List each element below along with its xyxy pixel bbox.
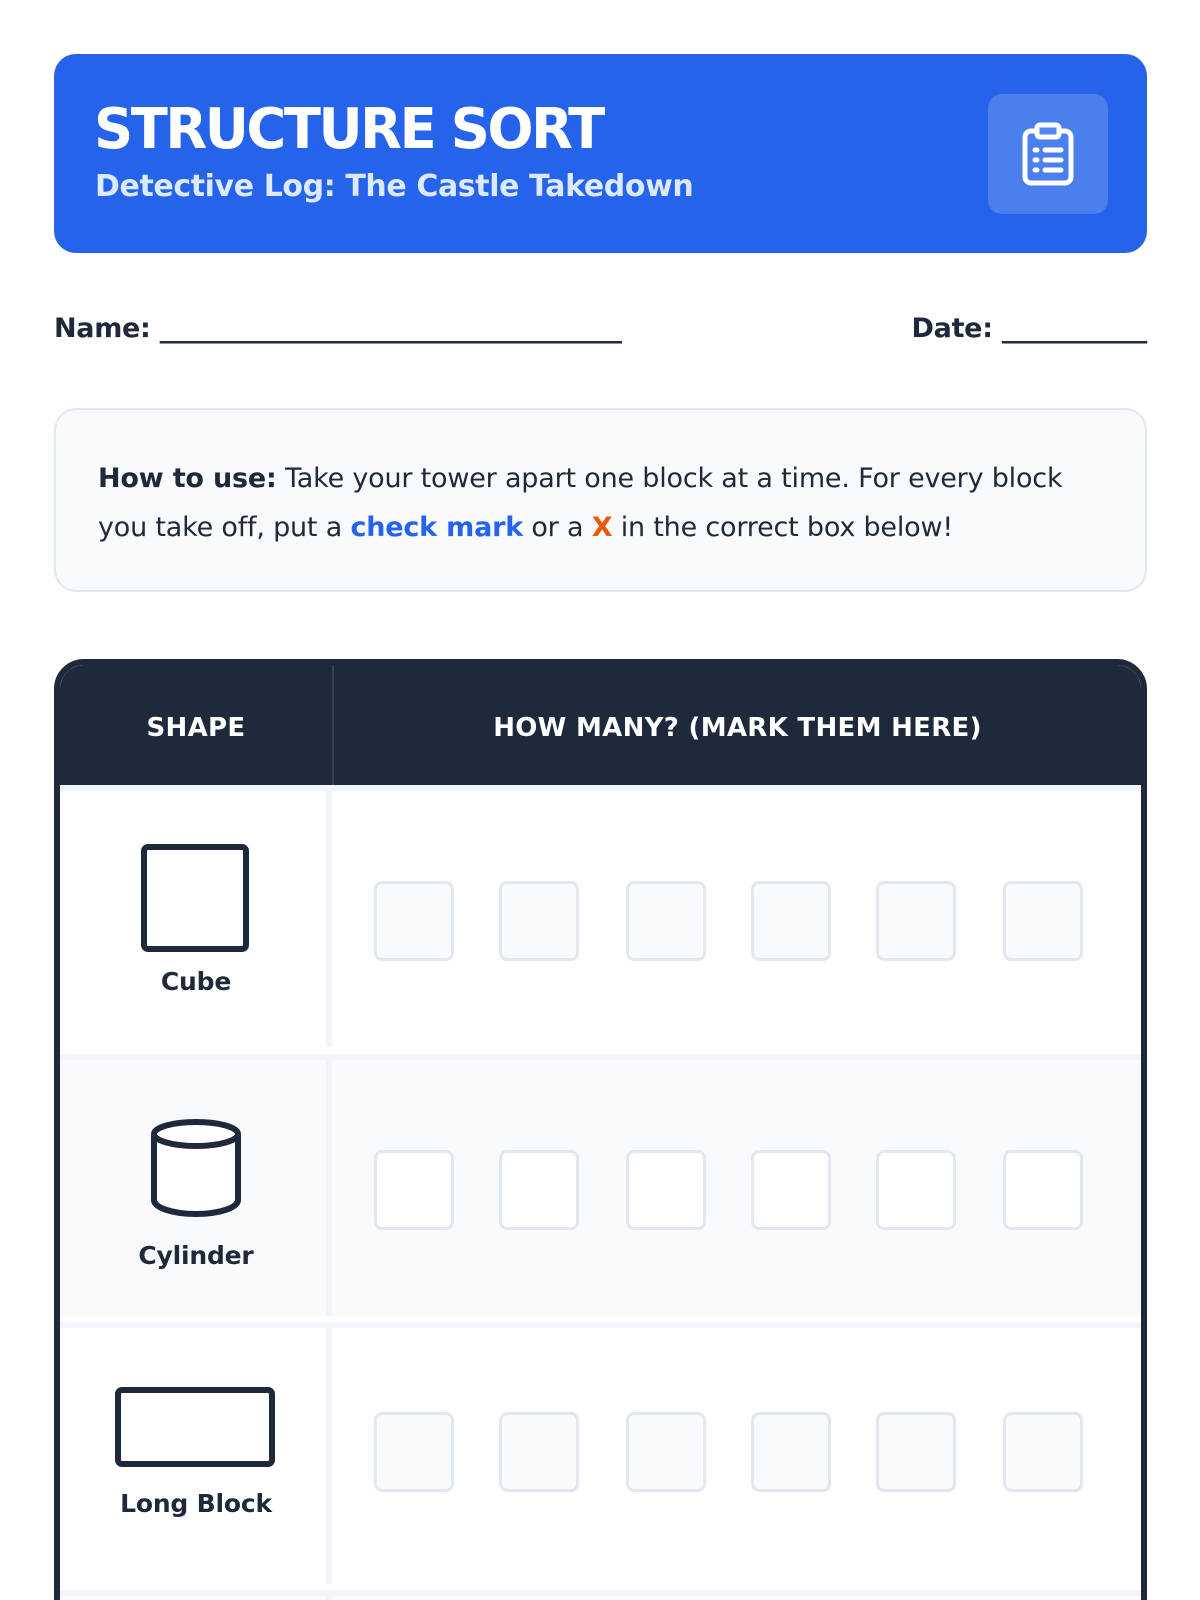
tally-table — [54, 659, 1147, 1600]
tally-box[interactable] — [1003, 1412, 1083, 1492]
tally-box[interactable] — [1003, 881, 1083, 961]
instructions-text-2: or a — [522, 512, 592, 543]
tally-box[interactable] — [751, 1150, 831, 1230]
page-subtitle: Detective Log: The Castle Takedown — [95, 169, 694, 204]
clipboard-list-icon — [988, 94, 1108, 214]
page-title: STRUCTURE SORT — [94, 97, 603, 162]
cylinder-icon — [148, 1118, 244, 1218]
tally-box[interactable] — [876, 1412, 956, 1492]
instructions-text-1: Take your tower apart one block at a time. For every block you take off, put a — [98, 463, 1063, 543]
tally-box[interactable] — [374, 1412, 454, 1492]
column-header-shape: SHAPE — [146, 713, 246, 743]
table-row — [60, 785, 1141, 1047]
shape-cell — [60, 1596, 332, 1600]
shape-label: Cylinder — [138, 1241, 254, 1270]
header-banner — [54, 54, 1147, 253]
rectangle-icon — [114, 1386, 276, 1468]
table-row — [60, 1590, 1141, 1600]
tally-box[interactable] — [499, 1150, 579, 1230]
tally-box[interactable] — [626, 1150, 706, 1230]
tally-box[interactable] — [751, 1412, 831, 1492]
shape-label: Cube — [160, 967, 232, 996]
tally-box[interactable] — [626, 1412, 706, 1492]
tally-box[interactable] — [876, 881, 956, 961]
tally-box[interactable] — [499, 1412, 579, 1492]
table-row — [60, 1322, 1141, 1584]
table-header — [60, 665, 1141, 791]
instructions-check-mark: check mark — [350, 512, 523, 543]
instructions-box — [54, 408, 1147, 592]
table-row — [60, 1054, 1141, 1316]
shape-cell — [60, 1060, 332, 1316]
tally-box[interactable] — [499, 881, 579, 961]
tally-box[interactable] — [374, 1150, 454, 1230]
instructions-lead: How to use: — [98, 463, 277, 494]
date-field[interactable]: Date: ___________ — [911, 313, 1147, 344]
tally-box[interactable] — [374, 881, 454, 961]
tally-box[interactable] — [751, 881, 831, 961]
instructions-text-3: in the correct box below! — [612, 512, 953, 543]
shape-label: Long Block — [120, 1489, 272, 1518]
tally-box[interactable] — [626, 881, 706, 961]
shape-cell — [60, 1328, 332, 1584]
name-field[interactable]: Name: ___________________________________ — [54, 313, 622, 344]
square-icon — [140, 843, 250, 953]
instructions-x-mark: X — [591, 512, 613, 543]
shape-cell — [60, 791, 332, 1047]
column-header-count: HOW MANY? (MARK THEM HERE) — [332, 665, 1141, 791]
tally-box[interactable] — [1003, 1150, 1083, 1230]
tally-box[interactable] — [876, 1150, 956, 1230]
